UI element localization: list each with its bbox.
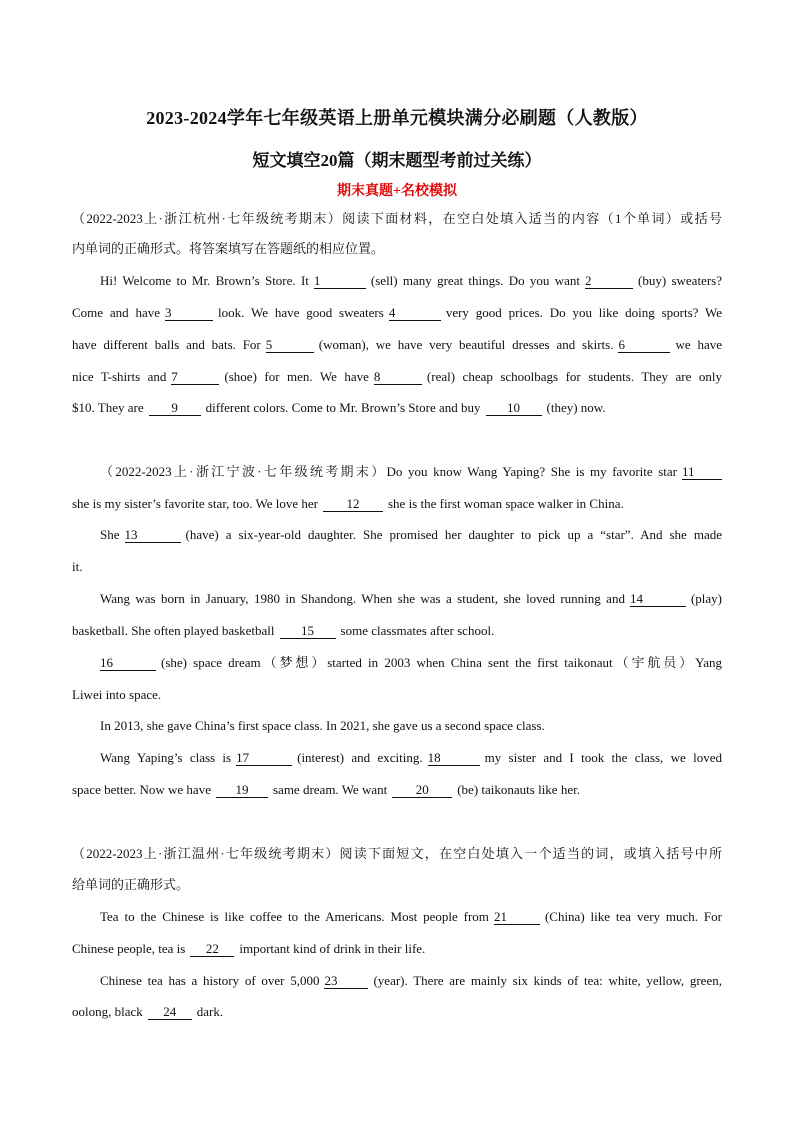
answer-blank[interactable]: 15 bbox=[280, 623, 336, 639]
passage3-line4 bbox=[72, 1003, 722, 1021]
text: some classmates after school. bbox=[340, 623, 495, 638]
answer-blank[interactable]: 3 bbox=[165, 305, 213, 321]
text: important kind of drink in their life. bbox=[239, 941, 426, 956]
answer-blank[interactable]: 11 bbox=[682, 464, 722, 480]
text: same dream. We want bbox=[272, 782, 388, 797]
passage2-line1 bbox=[100, 463, 722, 481]
answer-blank[interactable]: 4 bbox=[389, 305, 441, 321]
text: (sell) many great things. Do you want bbox=[370, 273, 580, 288]
text: have different balls and bats. For bbox=[72, 337, 261, 352]
text: Wang was born in January, 1980 in Shandong. When she was a student, she loved running and bbox=[100, 591, 625, 606]
text: (China) like tea very much. For bbox=[544, 909, 722, 924]
answer-blank[interactable]: 13 bbox=[125, 527, 181, 543]
passage2-line11 bbox=[72, 781, 722, 799]
text: nice T-shirts and bbox=[72, 369, 167, 384]
answer-blank[interactable]: 1 bbox=[314, 273, 366, 289]
passage3-intro-line2: 给单词的正确形式。 bbox=[72, 877, 190, 892]
passage1-line1 bbox=[100, 272, 722, 290]
passage2-line7 bbox=[100, 654, 722, 672]
text: （2022-2023上·浙江宁波·七年级统考期末）Do you know Wang Yaping? She is my favorite star bbox=[100, 464, 677, 479]
text: (they) now. bbox=[546, 400, 606, 415]
text: (year). There are mainly six kinds of tea: white, yellow, green, bbox=[373, 973, 722, 988]
text: Hi! Welcome to Mr. Brown’s Store. It bbox=[100, 273, 309, 288]
text: (have) a six-year-old daughter. She promised her daughter to pick up a “star”. And she made bbox=[185, 527, 722, 542]
answer-blank[interactable]: 21 bbox=[494, 909, 540, 925]
answer-blank[interactable]: 12 bbox=[323, 496, 383, 512]
passage2-line9: In 2013, she gave China’s first space class. In 2021, she gave us a second space class. bbox=[100, 718, 545, 733]
text: $10. They are bbox=[72, 400, 144, 415]
text: (play) bbox=[690, 591, 722, 606]
document-subtitle: 短文填空20篇（期末题型考前过关练） bbox=[252, 151, 542, 170]
text: Tea to the Chinese is like coffee to the Americans. Most people from bbox=[100, 909, 489, 924]
answer-blank[interactable]: 24 bbox=[148, 1004, 192, 1020]
text: (buy) sweaters? bbox=[638, 273, 722, 288]
passage1-line3 bbox=[72, 336, 722, 354]
text: she is my sister’s favorite star, too. We love her bbox=[72, 496, 318, 511]
passage1-line5 bbox=[72, 399, 722, 417]
passage1-line4 bbox=[72, 368, 722, 386]
passage2-line5 bbox=[100, 590, 722, 608]
text: my sister and I took the class, we loved bbox=[484, 750, 722, 765]
text: (interest) and exciting. bbox=[297, 750, 423, 765]
text: very good prices. Do you like doing sports? We bbox=[445, 305, 722, 320]
text: Chinese tea has a history of over 5,000 bbox=[100, 973, 320, 988]
answer-blank[interactable]: 5 bbox=[266, 337, 314, 353]
answer-blank[interactable]: 7 bbox=[171, 369, 219, 385]
passage2-line3 bbox=[100, 526, 722, 544]
text: (shoe) for men. We have bbox=[224, 369, 369, 384]
passage1-intro-line2: 内单词的正确形式。将答案填写在答题纸的相应位置。 bbox=[72, 241, 385, 256]
text: look. We have good sweaters bbox=[218, 305, 384, 320]
text: Come and have bbox=[72, 305, 161, 320]
answer-blank[interactable]: 2 bbox=[585, 273, 633, 289]
text: dark. bbox=[196, 1004, 224, 1019]
text: we have bbox=[675, 337, 722, 352]
text: Wang Yaping’s class is bbox=[100, 750, 232, 765]
passage2-line8: Liwei into space. bbox=[72, 687, 162, 702]
answer-blank[interactable]: 9 bbox=[149, 400, 201, 416]
passage3-intro-line1: （2022-2023上·浙江温州·七年级统考期末）阅读下面短文，在空白处填入一个适当的词，或填入括号中所 bbox=[72, 846, 722, 861]
passage2-line10 bbox=[100, 749, 722, 767]
passage2-line2 bbox=[72, 495, 722, 513]
section-tag: 期末真题+名校模拟 bbox=[337, 184, 457, 199]
answer-blank[interactable]: 8 bbox=[374, 369, 422, 385]
passage3-line2 bbox=[72, 940, 722, 958]
text: She bbox=[100, 527, 120, 542]
passage1-intro-line1: （2022-2023上·浙江杭州·七年级统考期末）阅读下面材料，在空白处填入适当的内容（1个单词）或括号 bbox=[72, 211, 722, 226]
answer-blank[interactable]: 22 bbox=[190, 941, 234, 957]
text: different colors. Come to Mr. Brown’s Store and buy bbox=[205, 400, 481, 415]
passage3-line3 bbox=[100, 972, 722, 990]
text: (be) taikonauts like her. bbox=[457, 782, 580, 797]
answer-blank[interactable]: 6 bbox=[618, 337, 670, 353]
passage2-line6 bbox=[72, 622, 722, 640]
answer-blank[interactable]: 18 bbox=[428, 750, 480, 766]
answer-blank[interactable]: 14 bbox=[630, 591, 686, 607]
answer-blank[interactable]: 23 bbox=[324, 973, 368, 989]
passage2-line4: it. bbox=[72, 559, 83, 574]
text: basketball. She often played basketball bbox=[72, 623, 275, 638]
text: Chinese people, tea is bbox=[72, 941, 186, 956]
text: space better. Now we have bbox=[72, 782, 211, 797]
passage3-line1 bbox=[100, 908, 722, 926]
text: (woman), we have very beautiful dresses and skirts. bbox=[318, 337, 614, 352]
text: she is the first woman space walker in China. bbox=[387, 496, 624, 511]
passage1-line2 bbox=[72, 304, 722, 322]
answer-blank[interactable]: 16 bbox=[100, 655, 156, 671]
document-title: 2023-2024学年七年级英语上册单元模块满分必刷题（人教版） bbox=[146, 108, 648, 128]
text: oolong, black bbox=[72, 1004, 143, 1019]
answer-blank[interactable]: 19 bbox=[216, 782, 268, 798]
text: (real) cheap schoolbags for students. They are only bbox=[426, 369, 722, 384]
answer-blank[interactable]: 17 bbox=[236, 750, 292, 766]
answer-blank[interactable]: 10 bbox=[486, 400, 542, 416]
answer-blank[interactable]: 20 bbox=[392, 782, 452, 798]
text: (she) space dream（梦想）started in 2003 when China sent the first taikonaut（宇航员）Yang bbox=[161, 655, 722, 670]
